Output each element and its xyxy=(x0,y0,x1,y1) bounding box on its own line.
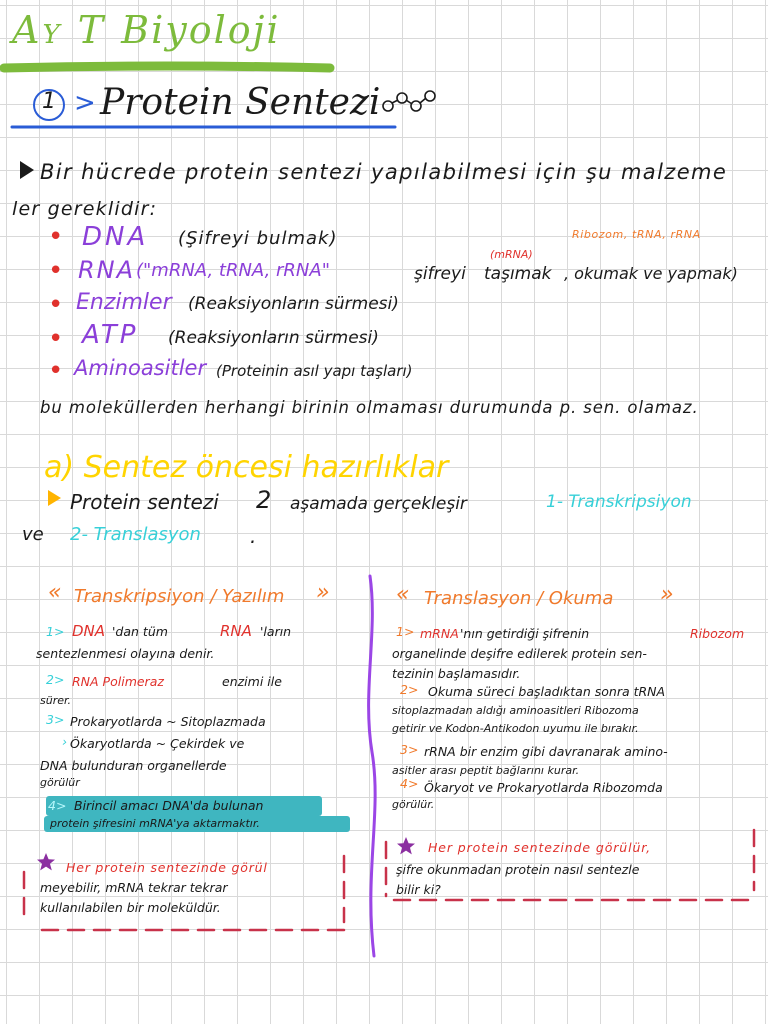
left-p3-c: DNA bulunduran organellerde xyxy=(40,758,227,773)
left-heading-close: » xyxy=(316,580,330,605)
left-p1-rna: RNA xyxy=(220,622,252,640)
item-dna-name: DNA xyxy=(82,222,149,252)
left-p1-dna: DNA xyxy=(72,622,106,640)
title-y: Y xyxy=(42,20,63,50)
bullet-dot: • xyxy=(48,324,64,354)
page-title xyxy=(12,8,281,52)
title-rest: Biyoloji xyxy=(121,8,281,52)
right-p4-num: 4> xyxy=(400,776,419,791)
section-heading: Protein Sentezi xyxy=(100,82,381,123)
section-number: 1 xyxy=(42,89,56,114)
right-p3-b: asitler arası peptit bağlarını kurar. xyxy=(392,764,580,777)
left-p1-line2: sentezlenmesi olayına denir. xyxy=(36,646,215,661)
item-rna-name: RNA xyxy=(78,256,136,284)
right-note-line-2: şifre okunmadan protein nasıl sentezle xyxy=(396,862,640,877)
left-p2-red: RNA Polimeraz xyxy=(72,674,164,689)
left-p2-a: enzimi ile xyxy=(222,674,282,689)
intro-bullet-icon xyxy=(20,161,34,179)
left-p1-b: 'ların xyxy=(260,624,292,639)
left-p3-d: görülür xyxy=(40,776,80,789)
intro-line-2: ler gereklidir: xyxy=(12,198,158,220)
right-p4-a: Ökaryot ve Prokaryotlarda Ribozomda xyxy=(424,780,663,795)
item-enzimler-name: Enzimler xyxy=(76,290,172,315)
item-enzimler-desc: (Reaksiyonların sürmesi) xyxy=(188,294,399,314)
right-note-line-3: bilir ki? xyxy=(396,882,441,897)
right-p2-b: sitoplazmadan aldığı aminoasitleri Ribozoma xyxy=(392,704,639,717)
title-t: T xyxy=(77,8,107,52)
item-rna-desc-d: , okumak ve yapmak) xyxy=(564,264,738,283)
bullet-dot: • xyxy=(48,222,64,252)
item-atp-name: ATP xyxy=(82,320,139,350)
item-atp-desc: (Reaksiyonların sürmesi) xyxy=(168,328,379,348)
section-underline xyxy=(10,122,400,132)
right-p1-line2: organelinde deşifre edilerek protein sen- xyxy=(392,646,647,661)
left-p1-a: 'dan tüm xyxy=(112,624,168,639)
right-heading-open: « xyxy=(396,582,410,607)
step-2-label: 2- Translasyon xyxy=(70,524,201,545)
item-aminoasit-desc: (Proteinin asıl yapı taşları) xyxy=(216,362,413,380)
title-underline xyxy=(0,60,340,76)
right-heading-close: » xyxy=(660,582,674,607)
right-p4-b: görülür. xyxy=(392,798,435,811)
right-p3-num: 3> xyxy=(400,742,419,757)
left-p4-a: Birincil amacı DNA'da bulunan xyxy=(74,798,264,813)
rna-note-mid: (mRNA) xyxy=(490,248,533,261)
left-p3-b-arrow: › xyxy=(62,734,67,749)
item-dna-desc: (Şifreyi bulmak) xyxy=(178,228,338,249)
left-note-line-1: Her protein sentezinde görül xyxy=(66,860,268,875)
right-p1-num: 1> xyxy=(396,624,415,639)
rna-note-top: Ribozom, tRNA, rRNA xyxy=(572,228,701,241)
bullet-dot: • xyxy=(48,256,64,286)
star-icon xyxy=(36,852,56,872)
item-aminoasit-name: Aminoasitler xyxy=(74,356,207,380)
left-p2-line2: sürer. xyxy=(40,694,72,707)
left-p4-num: 4> xyxy=(48,798,67,813)
right-note-line-1: Her protein sentezinde görülür, xyxy=(428,840,652,855)
bullet-dot: • xyxy=(48,356,64,386)
right-p2-a: Okuma süreci başladıktan sonra tRNA xyxy=(428,684,666,699)
item-rna-desc-c: taşımak xyxy=(484,264,552,284)
left-note-line-3: kullanılabilen bir moleküldür. xyxy=(40,900,221,915)
right-heading: Translasyon / Okuma xyxy=(424,588,614,609)
right-p1-a: mRNA xyxy=(420,626,459,641)
steps-part-1: Protein sentezi xyxy=(70,490,219,514)
molecule-doodle-icon xyxy=(380,86,440,118)
left-p3-a: Prokaryotlarda ~ Sitoplazmada xyxy=(70,714,266,729)
steps-ve: ve xyxy=(22,524,44,545)
step-1-label: 1- Transkripsiyon xyxy=(546,492,692,512)
left-note-line-2: meyebilir, mRNA tekrar tekrar xyxy=(40,880,228,895)
left-heading-open: « xyxy=(48,580,62,605)
left-heading: Transkripsiyon / Yazılım xyxy=(74,586,285,607)
title-a: A xyxy=(12,8,43,52)
right-p2-num: 2> xyxy=(400,682,419,697)
left-p3-b: Ökaryotlarda ~ Çekirdek ve xyxy=(70,736,245,751)
left-p4-b: protein şifresini mRNA'ya aktarmaktır. xyxy=(50,817,260,830)
right-p2-c: getirir ve Kodon-Antikodon uyumu ile bırakır. xyxy=(392,722,639,735)
section-arrow: > xyxy=(74,88,96,118)
left-p1-num: 1> xyxy=(46,624,65,639)
item-rna-desc-a: ("mRNA, tRNA, rRNA" xyxy=(136,260,330,281)
right-p1-line3: tezinin başlamasıdır. xyxy=(392,666,521,681)
steps-number: 2 xyxy=(256,486,272,514)
left-p3-num: 3> xyxy=(46,712,65,727)
section-a-heading: a) Sentez öncesi hazırlıklar xyxy=(44,450,449,485)
closing-sentence: bu moleküllerden herhangi birinin olmaması durumunda p. sen. olamaz. xyxy=(40,398,699,417)
star-icon xyxy=(396,836,416,856)
item-rna-desc-b: şifreyi xyxy=(414,264,466,284)
right-p1-b: 'nın getirdiği şifrenin xyxy=(460,626,590,641)
right-p3-a: rRNA bir enzim gibi davranarak amino- xyxy=(424,744,668,759)
steps-part-2: aşamada gerçekleşir xyxy=(290,494,467,514)
right-p1-red: Ribozom xyxy=(690,626,745,641)
steps-bullet-icon xyxy=(48,490,61,506)
intro-line-1: Bir hücrede protein sentezi yapılabilmesi için şu malzeme xyxy=(40,160,728,184)
bullet-dot: • xyxy=(48,290,64,320)
steps-end: . xyxy=(250,524,257,548)
left-p2-num: 2> xyxy=(46,672,65,687)
